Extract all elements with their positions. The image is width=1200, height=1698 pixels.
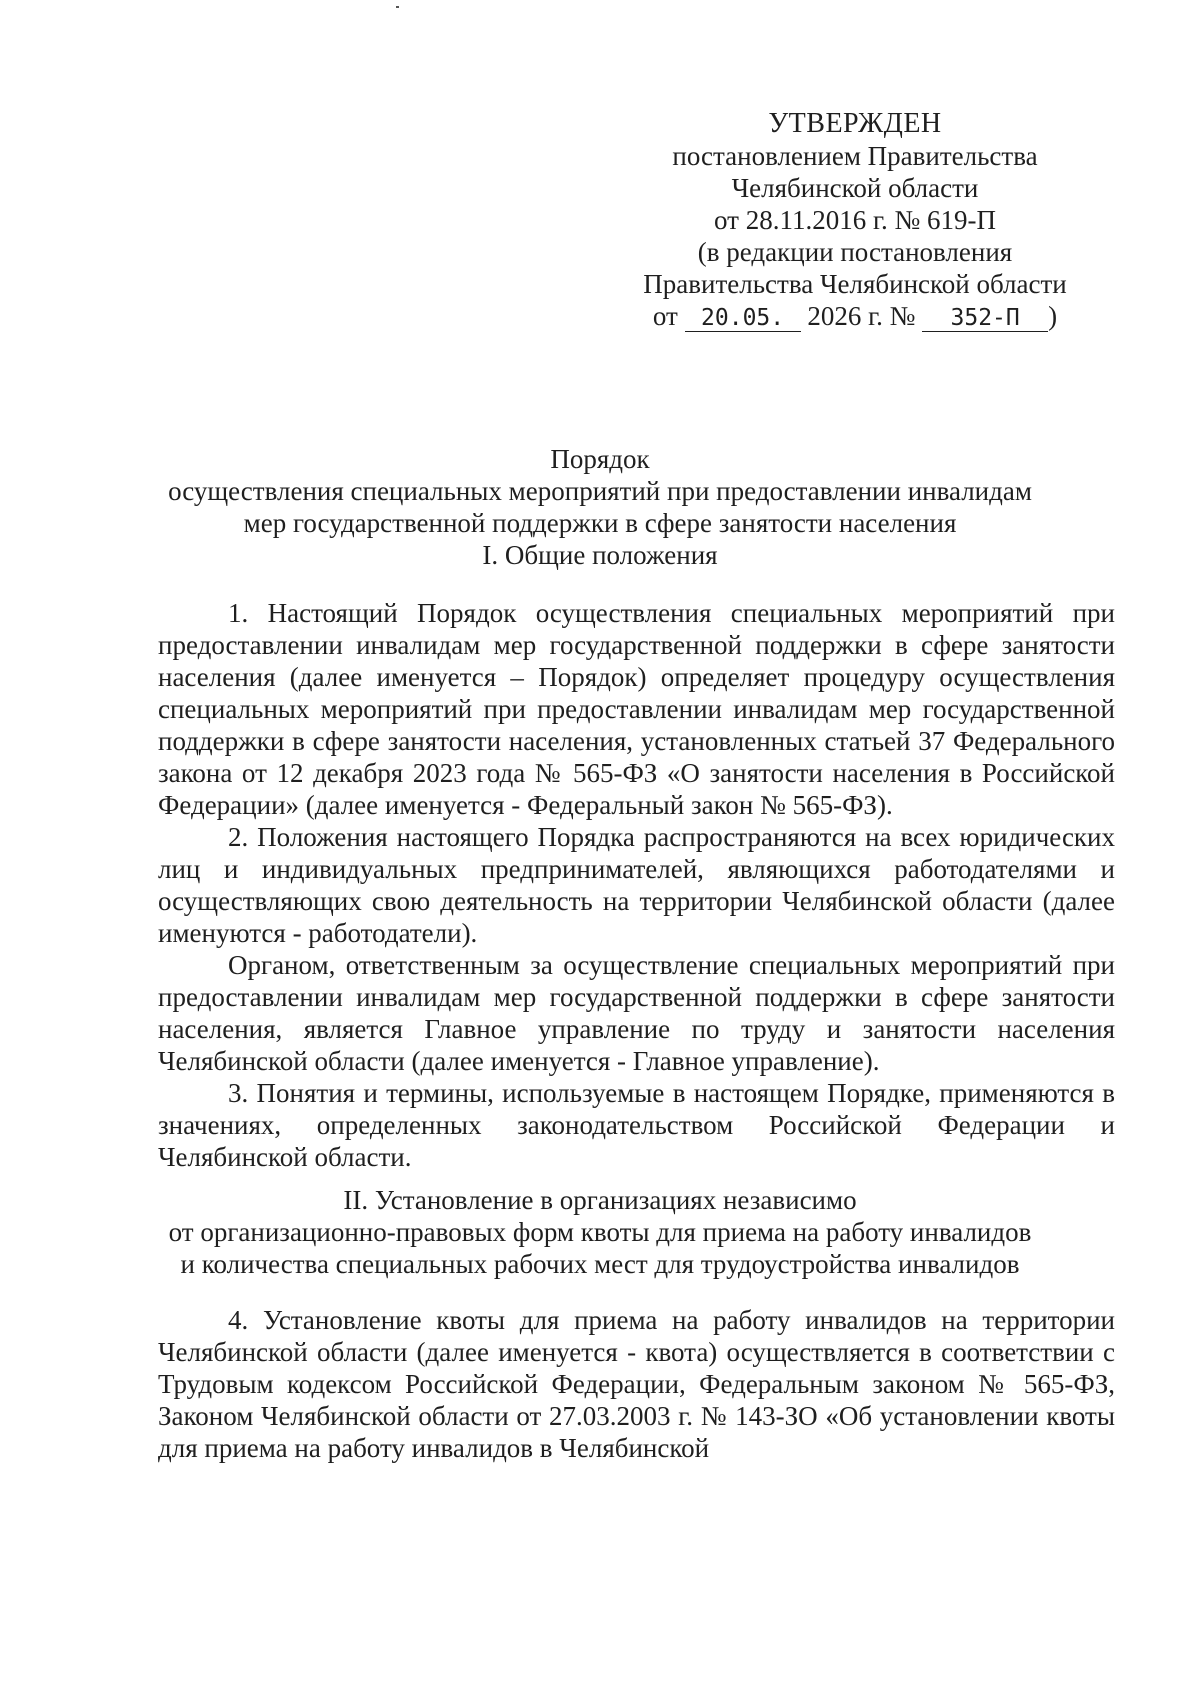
- approval-title: УТВЕРЖДЕН: [768, 108, 942, 139]
- approval-line-6: [620, 300, 1090, 332]
- approval-line-2: Челябинской области: [731, 173, 979, 203]
- paragraph-4: 4. Установление квоты для приема на работу инвалидов на территории Челябинской области (далее именуется - квота) осуществляется в соответствии с Трудовым кодексом Российской Федерации, Федеральным законом № 565-ФЗ, Законом Челябинской области от 27.03.2003 г. № 143-ЗО «Об установлении квоты для приема на работу инвалидов в Челябинской: [158, 1305, 1115, 1463]
- approval-line-4: (в редакции постановления: [697, 237, 1013, 267]
- section-2-heading-line-2: от организационно-правовых форм квоты для приема на работу инвалидов: [168, 1217, 1032, 1247]
- document-title-line-3: мер государственной поддержки в сфере занятости населения: [243, 508, 957, 538]
- scan-artifact: [396, 6, 399, 8]
- approval-from-label: от: [652, 301, 678, 331]
- document-title-line-2: осуществления специальных мероприятий при предоставлении инвалидам: [168, 476, 1032, 506]
- approval-year-label: 2026 г. №: [807, 301, 916, 331]
- paragraph-1: 1. Настоящий Порядок осуществления специальных мероприятий при предоставлении инвалидам мер государственной поддержки в сфере занятости населения (далее именуется – Порядок) определяет процедуру осуществления специальных мероприятий при предоставлении инвалидам мер государственной поддержки в сфере занятости населения, установленных статьей 37 Федерального закона от 12 декабря 2023 года № 565-ФЗ «О занятости населения в Российской Федерации» (далее именуется - Федеральный закон № 565-ФЗ).: [158, 598, 1115, 820]
- approval-closing-paren: ): [1048, 301, 1058, 331]
- approval-line-3: от 28.11.2016 г. № 619-П: [714, 205, 996, 235]
- document-title: [150, 443, 1050, 539]
- paragraph-2: 2. Положения настоящего Порядка распространяются на всех юридических лиц и индивидуальных предпринимателей, являющихся работодателями и осуществляющих свою деятельность на территории Челябинской области (далее именуются - работодатели).: [158, 822, 1115, 948]
- document-title-line-1: Порядок: [550, 444, 650, 474]
- section-1-heading: I. Общие положения: [482, 540, 718, 570]
- approval-line-5: Правительства Челябинской области: [643, 269, 1067, 299]
- approval-line-1: постановлением Правительства: [672, 141, 1038, 171]
- section-1-body: [158, 597, 1115, 1173]
- paragraph-2-authority: Органом, ответственным за осуществление специальных мероприятий при предоставлении инвалидам мер государственной поддержки в сфере занятости населения, является Главное управление по труду и занятости населения Челябинской области (далее именуется - Главное управление).: [158, 950, 1115, 1076]
- section-2-body: [158, 1304, 1115, 1464]
- section-2-heading-line-3: и количества специальных рабочих мест для трудоустройства инвалидов: [180, 1249, 1020, 1279]
- approval-stamp: [620, 108, 1090, 332]
- section-2-heading-line-1: II. Установление в организациях независимо: [343, 1185, 857, 1215]
- section-2-heading: [150, 1184, 1050, 1280]
- paragraph-3: 3. Понятия и термины, используемые в настоящем Порядке, применяются в значениях, определенных законодательством Российской Федерации и Челябинской области.: [158, 1078, 1115, 1172]
- handwritten-date: 20.05.: [685, 305, 801, 332]
- handwritten-number: 352-П: [922, 305, 1048, 332]
